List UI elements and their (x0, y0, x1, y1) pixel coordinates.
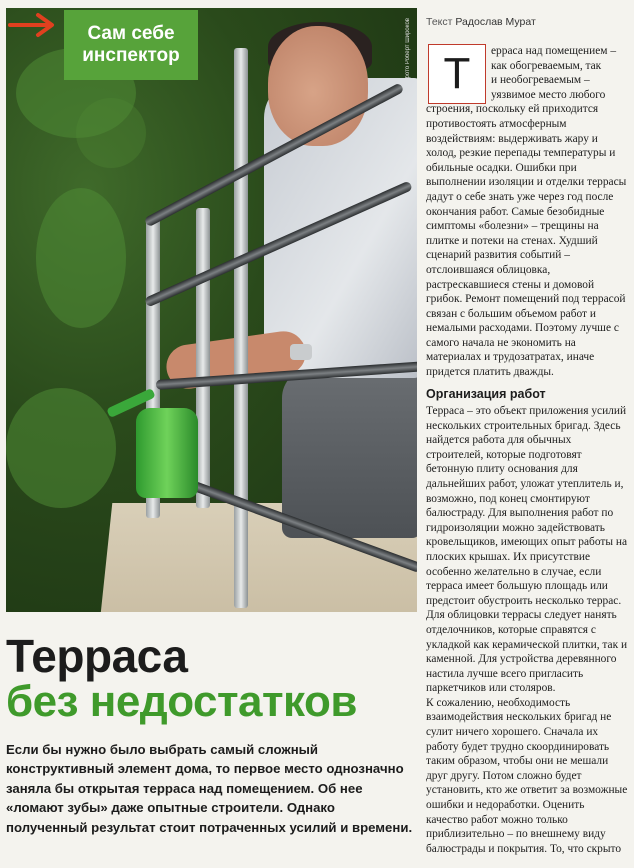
lead-paragraph: Если бы нужно было выбрать самый сложный конструктивный элемент дома, то первое место однозначно заняла бы открытая терраса над помещением. Об нее «ломают зубы» даже опытные строители. Однако полученный результат стоит потраченных усилий и времени. (6, 742, 413, 835)
intro-paragraph (426, 44, 628, 380)
terrace-photo (6, 8, 417, 612)
rubric-badge (64, 10, 198, 80)
intro-line: и необогреваемым – (491, 74, 590, 87)
drop-cap: Т (428, 44, 486, 104)
arrow-right-icon (8, 12, 58, 38)
byline-author: Радослав Мурат (455, 16, 536, 28)
byline (426, 16, 536, 28)
intro-line: как обогреваемым, так (491, 59, 602, 72)
person (282, 368, 417, 538)
headline-line-2: без недостатков (6, 677, 357, 726)
body-paragraph-2: К сожалению, необходимость взаимодействия нескольких бригад не сулит ничего хорошего. Сначала их работу будет трудно скоординировать таким образом, чтобы они не мешали друг другу. Потом сложно будет установить, кто же ответит за возможные ошибки и недоработки. Оценить качество работ можно только приблизительно – по внешнему виду балюстрады и покрытия. То, что скрыто (426, 696, 628, 855)
rubric-line-2: инспектор (82, 45, 180, 66)
headline-line-1: Терраса (6, 630, 188, 682)
byline-prefix: Текст (426, 16, 453, 28)
section-heading: Организация работ (426, 387, 546, 401)
intro-rest: строения, поскольку ей приходится противостоять атмосферным воздействиям: выдерживать жару и холод, резкие перепады температуры и обильные осадки. Ошибки при выполнении изоляции и отделки террасы дадут о себе знать уже через год после окончания работ. Самые безобидные симптомы «болезни» – трещины на плитке и потеки на стенах. Худший сценарий развития событий – отслоившаяся облицовка, растрескавшиеся стены и домовой грибок. Ремонт помещений под террасой связан с большим объемом работ и немалыми расходами. Поэтому лучше с самого начала не экономить на материалах и трудозатратах, иначе придется платить дважды. (426, 103, 627, 379)
body-text (426, 404, 628, 856)
intro-line: ерраса над помещением – (491, 45, 617, 57)
photo-credit: фото Роберт Широков (405, 18, 411, 80)
intro-line: уязвимое место любого (491, 88, 606, 101)
watering-can (136, 408, 198, 498)
rubric-line-1: Сам себе (87, 23, 175, 44)
body-paragraph-1: Терраса – это объект приложения усилий нескольких строительных бригад. Здесь найдется работа для обычных строителей, которые подготовят бетонную плиту основания для дальнейших работ, уложат утеплитель и, возможно, под конец смонтируют балюстраду. Для выполнения работ по гидроизоляции можно задействовать кровельщиков, имеющих опыт работы на плоских крышах. Их присутствие особенно желательно в случае, если терраса имеет большую площадь или предстоит обустроить несколько террас. Для облицовки террасы следует нанять отделочников, которые справятся с укладкой как керамической плитки, так и каменной. Для устройства деревянного настила лучше всего пригласить паркетчиков или столяров. (426, 405, 628, 695)
